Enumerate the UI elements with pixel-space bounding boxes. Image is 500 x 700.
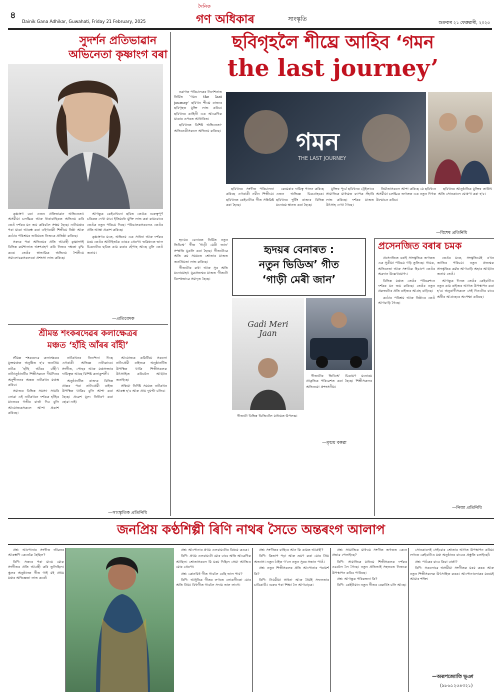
art2-text: নৱাগত পৰিচালকৰ নিৰ্দেশনাত নিৰ্মিত ‘গমন the last journey’ ছবিখন শীঘ্ৰে ৰাজ্যৰ ছবিগৃহত মুক্তি লাভ কৰিব। ছবিখনৰ কাহিনী এক আৱেগিক যাত্ৰাৰ ওপৰত আধাৰিত। ছবিখনত বিশিষ্ট অভিনেতা-অভিনেত্ৰীসকলে অভিনয় কৰিছে। <box>174 90 222 133</box>
art1-title-line2: অভিনেতা কৃষ্ণাংগ বৰা <box>68 48 168 61</box>
art1-title-line1: সুদৰ্শন প্ৰতিভাৱান <box>79 34 157 47</box>
art4-title-line3: ‘গাড়ী মেৰী জান’ <box>262 274 336 286</box>
art4-text: হৃদয়ৰ বেনাৰত নিৰ্মিত নতুন ভিডিঅ’ গীত ‘গাড়ী মেৰী জান’ সম্প্ৰতি মুকলি কৰা হৈছে। গীতটোৱে অতি কম সময়তে শ্ৰোতাৰ মাজত জনপ্ৰিয়তা লাভ কৰিছে। গীতটোৰ কথা আৰু সুৰ অতি মনোমোহা। যুৱপ্ৰজন্মৰ মাজত গীতটো বিশেষভাৱে সমাদৃত হৈছে। <box>174 238 228 281</box>
art2-byline: —বিশেষ প্ৰতিনিধি <box>436 231 468 236</box>
art5-title-line2: মঞ্চত ‘হাঁহি আঁৰৰ বাঁহী’ <box>47 341 129 351</box>
art5-byline: —সাংস্কৃতিক প্ৰতিনিধি <box>108 511 148 516</box>
art3-title: প্ৰসেনজিত বৰাৰ চমক <box>378 241 462 252</box>
art1-text-2: আগন্তুক কেইবাখনো ছবিত তেওঁক গুৰুত্বপূৰ্ণ চৰিত্ৰত দেখা যাব। ইতিমধ্যে মুক্তি লাভ কৰা কামবোৰে তেওঁক নতুন পৰিচয় দিছে। পৰিচালকসকলেও তেওঁৰ প্ৰতি আস্থা প্ৰকাশ কৰিছে। কৃষ্ণাংগৰ মতে, অভিনয় এক সাধনা আৰু দৰ্শকৰ মৰম তেওঁৰ আটাইতকৈ ডাঙৰ প্ৰেৰণা। ভৱিষ্যতে ভাল চিত্ৰনাট্যৰ ছবিত কাম কৰাৰ হেঁপাহ আছে বুলি তেওঁ জনায়। <box>87 212 163 255</box>
art2-poster <box>226 92 426 184</box>
section-name: সাংস্কৃতি <box>288 16 307 23</box>
masthead-brand: গণ অধিকাৰ <box>196 12 255 26</box>
art2-poster-sub: THE LAST JOURNEY <box>298 156 347 162</box>
art6-title: জনপ্ৰিয় কণ্ঠশিল্পী ৰিণি নাথৰ সৈতে অন্তৰংগ আলাপ <box>117 523 385 538</box>
page-number: ৪ <box>10 11 16 21</box>
art2-title <box>172 32 494 84</box>
masthead-small: দৈনিক <box>198 4 211 10</box>
art6-text-5: সোনকালেই সেইবোৰ শ্ৰোতাৰ আগত উপস্থাপন কৰিম। লগতে কেইবাটাও মঞ্চ অনুষ্ঠানৰ বাবেও প্ৰস্তুতি চলাইছোঁ। প্ৰশ্ন: পাঠকৰ বাবে কিবা বাৰ্তা? ৰিণি: সকলোৱে অসমীয়া সংগীতক মৰম কৰক আৰু নতুন শিল্পীসকলক উৎসাহিত কৰক। আপোনালোকৰ মৰমেই আমাৰ শক্তি। <box>410 548 494 582</box>
art4-text-3: গীতটো বিভিন্ন ডিজিটেল মাধ্যমত উপলব্ধ। <box>237 414 298 418</box>
masthead <box>180 4 330 28</box>
art2-text-5: নিৰ্মাতাসকলে আশা কৰিছে যে ছবিখনে অসমীয়া চলচ্চিত্ৰ জগতত এক নতুন দিগন্ত উন্মোচন কৰিব। <box>376 187 436 202</box>
art2-photo-actors <box>428 92 492 184</box>
art6-text-4: প্ৰশ্ন: সামাজিক মাধ্যমে সংগীত জগতত কেনে প্ৰভাৱ পেলাইছে? ৰিণি: সামাজিক মাধ্যমে শিল্পীসকলক দৰ্শকৰ ওচৰলৈ লৈ গৈছে। নতুন প্ৰতিভাই সহজতে নিজকে উপস্থাপন কৰিব পাৰিছে। প্ৰশ্ন: আগন্তুক পৰিকল্পনা কি? ৰিণি: কেইটামান নতুন গীতৰ ৰেকৰ্ডিং চলি আছে। <box>332 548 407 588</box>
art6-byline: —অৰূপজ্যোতি ভূঞা <box>432 675 474 680</box>
art3-text: প্ৰসেনজিত বৰাই সাংস্কৃতিক জগতত এক সুকীয়া পৰিচয় গঢ়ি তুলিছে। গায়ক, অভিনেতা আৰু সংগঠক হিচাপে তেওঁৰ অৱদান উল্লেখযোগ্য। বিভিন্ন মঞ্চত তেওঁৰ পৰিৱেশনে দৰ্শকৰ মন জয় কৰিছে। তেওঁৰ নতুন প্ৰকল্পটোৰ প্ৰতি ৰাইজৰ আগ্ৰহ বাঢ়িছে। কঠোৰ পৰিশ্ৰম আৰু নিষ্ঠাৰে তেওঁ আগবাঢ়ি গৈছে। <box>378 256 435 306</box>
art4-title-line1: হৃদয়ৰ বেনাৰত : <box>263 244 335 256</box>
art5-text: শ্ৰীমন্ত শংকৰদেৱ কলাক্ষেত্ৰৰ মুক্তমঞ্চত অনুষ্ঠিত হ'ব জনপ্ৰিয় নাটক ‘হাঁহি আঁৰৰ বাঁহী’। নাট্যানুষ্ঠানটিৰ শিল্পীসকলে দীৰ্ঘদিনৰ অনুশীলনৰ অন্তত নাটকখন মঞ্চস্থ কৰিব। সমাজৰ বিভিন্ন সমস্যা সামৰি লোৱা এই নাটকখনে দৰ্শকক হাঁহিৰ মাজেৰে গভীৰ বাৰ্তা দিব বুলি আয়োজকসকলে আশা প্ৰকাশ কৰিছে। <box>8 356 59 416</box>
art2-poster-title: গমন <box>296 128 340 156</box>
art2-text-4: মুক্তিৰ পূৰ্বে ছবিখনৰ ট্ৰেইলাৰে সামাজিক মাধ্যমত ব্যাপক সঁহাৰি লাভ কৰিছে। দৰ্শকৰ মাজত উৎসাহ দেখা গৈছে। <box>326 187 374 208</box>
art4-text-2: গীতটোৰ ভিডিঅ’ চিত্ৰায়ণ মনোৰম প্ৰাকৃতিক পৰিৱেশত কৰা হৈছে। শিল্পীসকলৰ অভিনয়ো প্ৰশংসনীয়। <box>306 374 372 389</box>
art1-byline: —প্ৰতিবেদক <box>112 317 135 322</box>
art1-photo <box>8 64 163 209</box>
art6-text-1: প্ৰশ্ন: আপোনাৰ সংগীত জীৱনৰ আৰম্ভণি কেনেকৈ হৈছিল? ৰিণি: সৰুৰে পৰা মায়ে মোক সংগীতৰ প্ৰতি আগ্ৰহী কৰি তুলিছিল। স্কুলৰ অনুষ্ঠানত গীত গাই মই প্ৰথম মঞ্চৰ অভিজ্ঞতা লাভ কৰোঁ। <box>8 548 64 581</box>
art5-text-3: আয়োজক কমিটিয়ে সকলো নাট্যপ্ৰেমী ৰাইজক অনুষ্ঠানটিত উপস্থিত থাকি শিল্পীসকলক উৎসাহিত কৰিবলৈ আহ্বান জনাইছে। সন্ধিয়া নিৰ্দিষ্ট সময়ত নাটকখন আৰম্ভ হ'ব আৰু প্ৰায় দুঘণ্টা চলিব। <box>116 356 167 394</box>
art6-contact: (৯৮৬১২৫৪৩২১) <box>440 684 473 689</box>
art5-title-line1: শ্ৰীমন্ত শংকৰদেৱৰ কলাক্ষেত্ৰৰ <box>38 329 138 339</box>
art1-text: কৃষ্ণাংগ বৰা এজন প্ৰতিভাৱান অভিনেতা। অসমীয়া চলচ্চিত্ৰ আৰু ধাৰাবাহিকত অভিনয় কৰি তেওঁ দৰ্শকৰ মন জয় কৰিবলৈ সক্ষম হৈছে। নাট্যমঞ্চৰ পৰা যাত্ৰা আৰম্ভ কৰা এইগৰাকী শিল্পীয়ে নিষ্ঠা আৰু কঠোৰ পৰিশ্ৰমৰ জৰিয়তে নিজকে প্ৰতিষ্ঠা কৰিছে। সৰুৰে পৰা অভিনয়ৰ প্ৰতি আগ্ৰহী কৃষ্ণাংগই বিভিন্ন কৰ্মশালাত অংশগ্ৰহণ কৰি নিজৰ দক্ষতা বৃদ্ধি কৰে। তেওঁৰ স্বাভাৱিক অভিনয় শৈলীয়ে সমালোচকসকলৰো প্ৰশংসা লাভ কৰিছে। <box>8 212 84 261</box>
art3-byline: —নিজা প্ৰতিনিধি <box>452 506 482 511</box>
dateline-en: Dainik Gana Adhikar, Guwahati, Friday 21 February, 2025 <box>22 20 146 25</box>
art4-photo <box>306 298 372 370</box>
art4-byline: —মৃণ্ময় বৰুৱা <box>322 441 347 446</box>
art2-text-6: ছবিখনৰ আনুষ্ঠানিক মুক্তিৰ তাৰিখ অতি সোনকালে ঘোষণা কৰা হ'ব। <box>438 187 492 197</box>
art2-text-3: কেমেৰাৰ দায়িত্ব পালন কৰিছে এজন অভিজ্ঞ চিত্ৰগ্ৰাহকে। ছবিখনৰ শ্বুটিং ৰাজ্যৰ বিভিন্ন মনোৰম স্থানত কৰা হৈছে। <box>276 187 324 208</box>
art4-poster-title: Gadi Meri Jaan <box>247 320 289 338</box>
art4-poster <box>232 298 304 410</box>
art6-photo <box>66 548 174 692</box>
dateline-as: শুক্ৰবাৰ ২১ ফেব্ৰুৱাৰী, ২০২৫ <box>438 21 490 26</box>
art2-title-line2: the last journey’ <box>227 55 439 82</box>
art6-text-3: প্ৰশ্ন: সংগীতৰ বাহিৰে আন কি কামত আগ্ৰহী? ৰিণি: কিতাপ পঢ়া আৰু ভ্ৰমণ কৰা মোৰ প্ৰিয় অভ্যাস। নতুন ঠাইত গ'লে নতুন সুৰৰ সন্ধান পাওঁ। প্ৰশ্ন: নতুন শিল্পীসকলৰ প্ৰতি আপোনাৰ পৰামৰ্শ কি? ৰিণি: নিয়মীয়া সাধনা আৰু ধৈৰ্যই সফলতাৰ চাবিকাঠি। গুৰুৰ পৰা শিক্ষা লৈ আগবাঢ়ক। <box>254 548 329 588</box>
art5-title <box>8 328 168 352</box>
art4-title-box <box>232 238 366 296</box>
art4-title-line2: নতুন ভিডিঅ’ গীত <box>258 259 340 271</box>
art3-text-2: তেওঁৰ মতে, সংস্কৃতিয়েই এখন জাতিৰ পৰিচয়। নতুন প্ৰজন্মক সাংস্কৃতিক কৰ্মত আগবাঢ়ি অহাৰ আহ্বান জনায় তেওঁ। আগন্তুক দিনত তেওঁৰ কেইবাটাও নতুন কাম ৰাইজৰ আগত উপস্থাপন কৰা হ'ব। অনুৰাগীসকলে সেই দিনটোৰ বাবে অধীৰ আগ্ৰহেৰে অপেক্ষা কৰিছে। <box>437 256 494 299</box>
art2-title-line1: ছবিগৃহলৈ শীঘ্ৰে আহিব ‘গমন <box>232 33 434 53</box>
art2-text-2: ছবিখনৰ সংগীত পৰিচালনা কৰিছে এগৰাকী নবীন শিল্পীয়ে। ছবিখনত কেইবাটাও গীত সন্নিৱিষ্ট কৰা হৈছে। <box>226 187 274 208</box>
art6-text-2: প্ৰশ্ন: আপোনাৰ প্ৰথম এলবামটোৰ বিষয়ে কওক। ৰিণি: প্ৰথম এলবামটো মোৰ বাবে অতি আৱেগিক আছিল। শ্ৰোতাসকলে যি মৰম দিছিল সেয়া আজিও মোৰ প্ৰেৰণা। প্ৰশ্ন: কোনবিধ গীত গাবলৈ বেছি ভাল পায়? ৰিণি: আধুনিক গীতৰ লগতে লোকগীতো মোৰ অতি প্ৰিয়। বিহুগীত গাবলৈ সদায় ভাল লাগে। <box>176 548 251 588</box>
art5-text-2: নাটকখনৰ নিৰ্দেশনা দিছে এগৰাকী অভিজ্ঞ নাট্যকাৰে। সংগীত, পোহৰ আৰু মঞ্চসজ্জাৰ দায়িত্বত আছে বিশিষ্ট কলাকুশলী। অনুষ্ঠানটিত ৰাজ্যৰ বিভিন্ন প্ৰান্তৰ পৰা নাট্যপ্ৰেমী ৰাইজ উপস্থিত থাকিব বুলি আশা কৰা হৈছে। প্ৰৱেশ মূল্য নিৰ্ধাৰণ কৰা হোৱা নাই। <box>62 356 113 405</box>
